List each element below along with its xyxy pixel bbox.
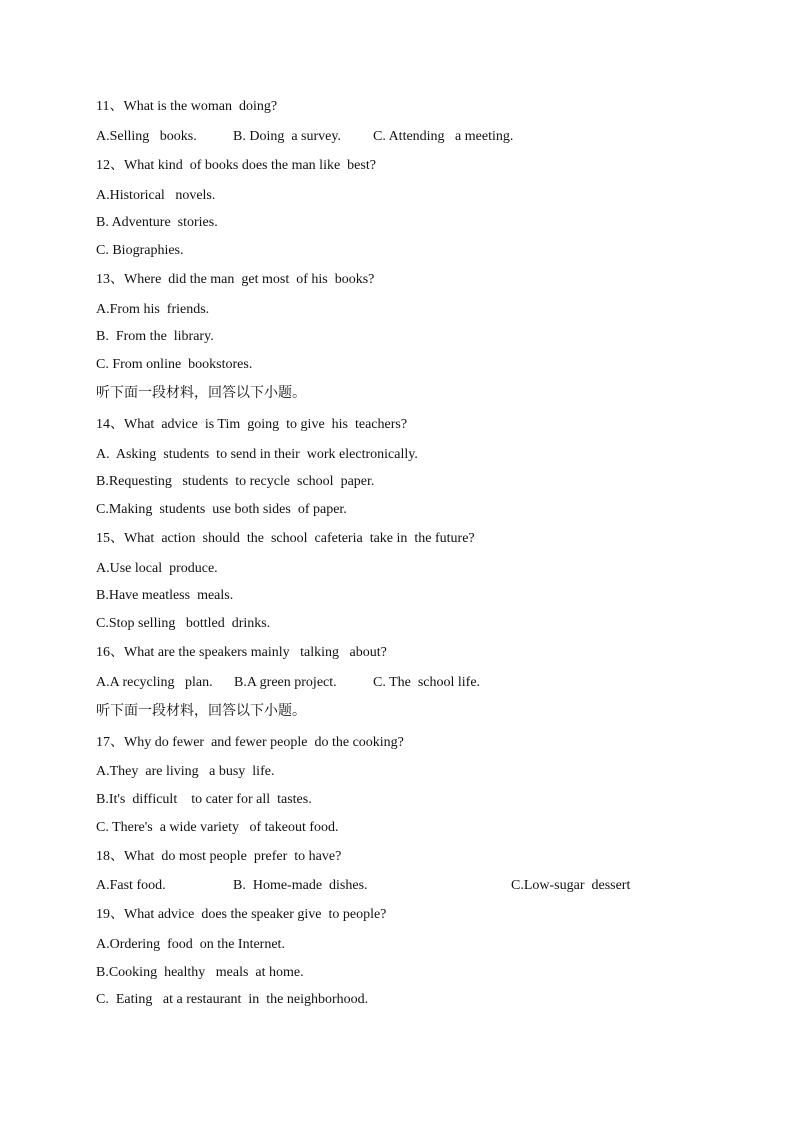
question-14-option-a: A. Asking students to send in their work electronically. [96, 447, 418, 462]
question-17-option-a: A.They are living a busy life. [96, 764, 275, 779]
question-15-option-b: B.Have meatless meals. [96, 588, 234, 603]
question-15-option-c: C.Stop selling bottled drinks. [96, 616, 271, 631]
question-17-option-c: C. There's a wide variety of takeout food. [96, 820, 339, 835]
question-11-option-a: A.Selling books. [96, 129, 197, 144]
question-14-option-c: C.Making students use both sides of paper. [96, 502, 347, 517]
question-16-option-a: A.A recycling plan. [96, 675, 213, 690]
question-17-option-b: B.It's difficult to cater for all tastes. [96, 792, 312, 807]
section-instruction: 听下面一段材料，回答以下小题。 [96, 385, 306, 401]
question-18-option-b: B. Home-made dishes. [233, 878, 368, 893]
question-18-options [96, 877, 716, 895]
question-16-stem: 16、What are the speakers mainly talking about? [96, 645, 387, 660]
question-17-stem: 17、Why do fewer and fewer people do the cooking? [96, 735, 404, 750]
question-15-option-a: A.Use local produce. [96, 561, 218, 576]
question-16-option-c: C. The school life. [373, 675, 481, 690]
question-18-option-c: C.Low-sugar dessert [511, 878, 631, 893]
question-15-stem: 15、What action should the school cafeteria take in the future? [96, 531, 475, 546]
question-19-option-a: A.Ordering food on the Internet. [96, 937, 285, 952]
question-19-stem: 19、What advice does the speaker give to people? [96, 907, 387, 922]
question-12-option-a: A.Historical novels. [96, 188, 216, 203]
question-14-stem: 14、What advice is Tim going to give his teachers? [96, 417, 408, 432]
question-11-stem: 11、What is the woman doing? [96, 99, 278, 114]
question-11-options [96, 128, 716, 146]
question-13-option-b: B. From the library. [96, 329, 214, 344]
question-19-option-c: C. Eating at a restaurant in the neighborhood. [96, 992, 369, 1007]
question-12-option-b: B. Adventure stories. [96, 215, 218, 230]
question-12-stem: 12、What kind of books does the man like best? [96, 158, 376, 173]
question-13-option-a: A.From his friends. [96, 302, 210, 317]
question-18-option-a: A.Fast food. [96, 878, 166, 893]
question-13-option-c: C. From online bookstores. [96, 357, 253, 372]
question-12-option-c: C. Biographies. [96, 243, 184, 258]
question-11-option-c: C. Attending a meeting. [373, 129, 514, 144]
question-14-option-b: B.Requesting students to recycle school paper. [96, 474, 375, 489]
question-19-option-b: B.Cooking healthy meals at home. [96, 965, 304, 980]
question-16-options [96, 674, 716, 692]
question-16-option-b: B.A green project. [234, 675, 337, 690]
question-11-option-b: B. Doing a survey. [233, 129, 341, 144]
section-instruction: 听下面一段材料，回答以下小题。 [96, 703, 306, 719]
question-18-stem: 18、What do most people prefer to have? [96, 849, 342, 864]
question-13-stem: 13、Where did the man get most of his books? [96, 272, 375, 287]
